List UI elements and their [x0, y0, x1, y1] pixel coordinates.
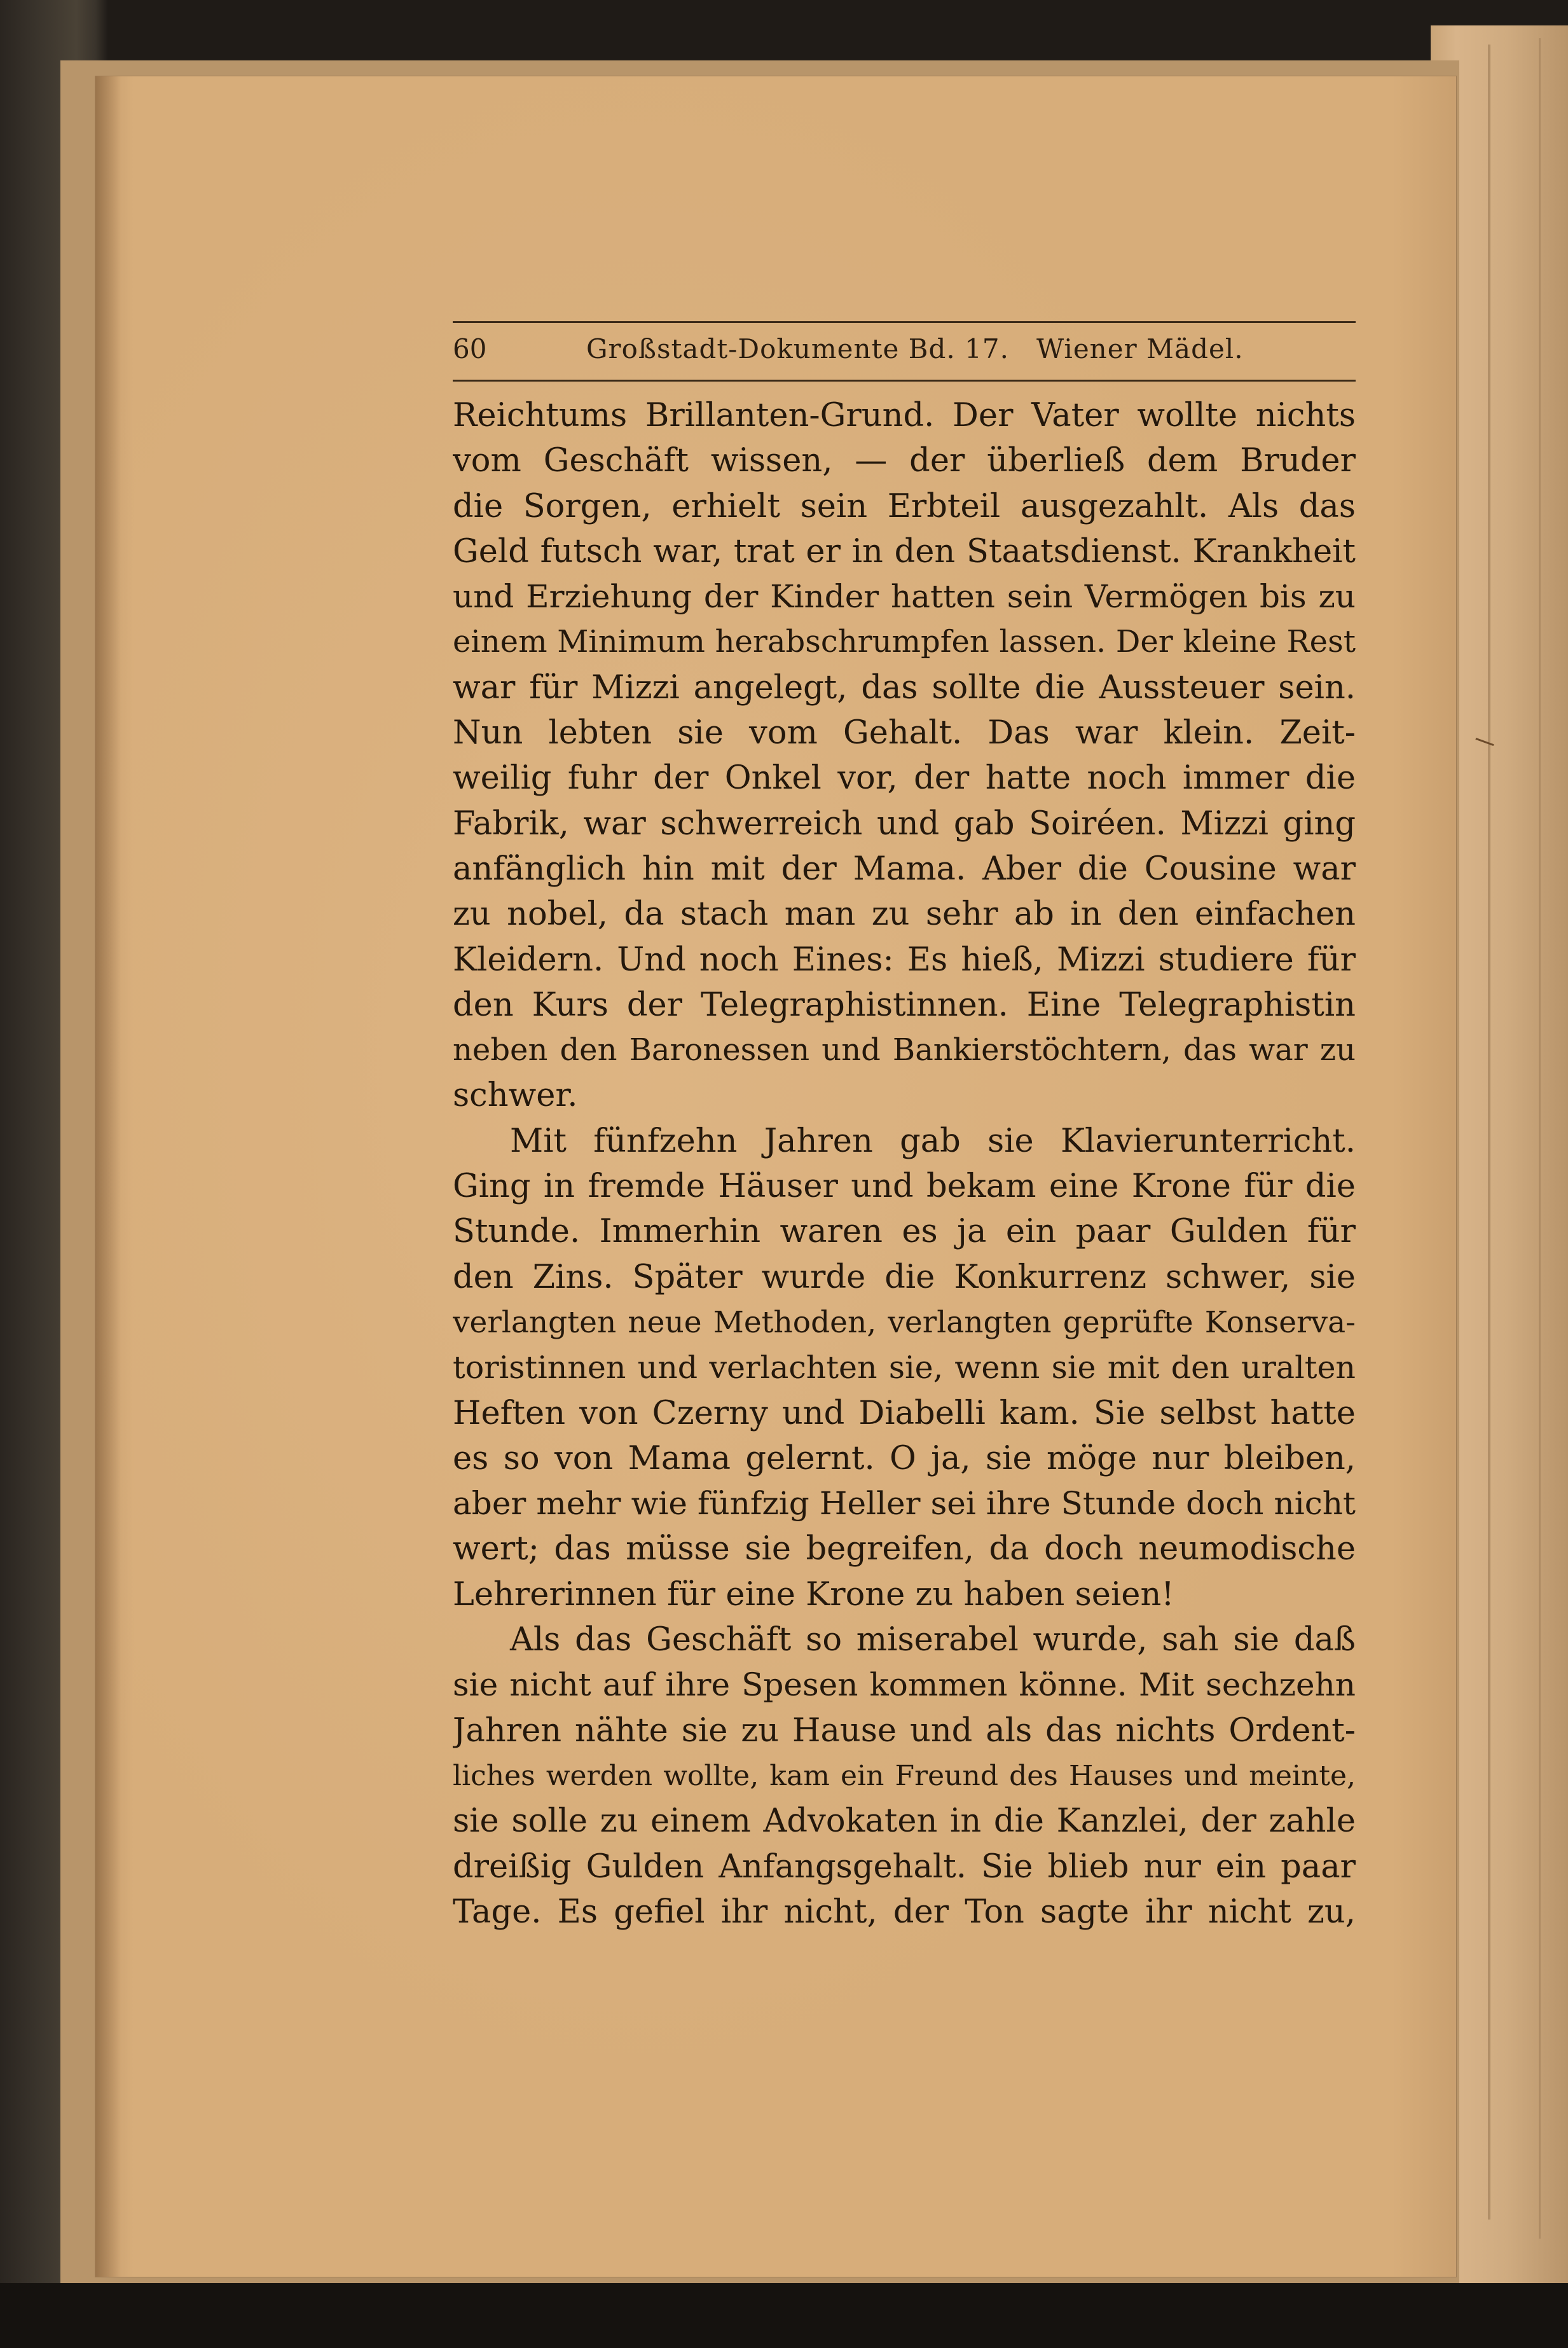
- text-line: zu nobel, da stach man zu sehr ab in den einfachen: [453, 895, 1356, 934]
- scanner-bottom-edge: [0, 2283, 1568, 2348]
- text-line: den Zins. Später wurde die Konkurrenz schwer, sie: [453, 1258, 1356, 1296]
- running-header: [453, 321, 1356, 382]
- running-header-title: Großstadt-Dokumente Bd. 17. Wiener Mädel.: [586, 333, 1244, 364]
- text-line: aber mehr wie fünfzig Heller sei ihre Stunde doch nicht: [453, 1485, 1356, 1523]
- text-line: wert; das müsse sie begreifen, da doch neumodische: [453, 1530, 1356, 1568]
- text-line: den Kurs der Telegraphistinnen. Eine Telegraphistin: [453, 986, 1356, 1024]
- text-line: Jahren nähte sie zu Hause und als das nichts Ordent-: [453, 1711, 1356, 1750]
- text-line: dreißig Gulden Anfangsgehalt. Sie blieb nur ein paar: [453, 1847, 1356, 1886]
- text-line: Stunde. Immerhin waren es ja ein paar Gulden für: [453, 1213, 1356, 1251]
- text-line: es so von Mama gelernt. O ja, sie möge nur bleiben,: [453, 1439, 1356, 1477]
- text-line: Als das Geschäft so miserabel wurde, sah sie daß: [510, 1621, 1356, 1659]
- page-number: 60: [453, 333, 487, 364]
- text-line: Mit fünfzehn Jahren gab sie Klavierunterricht.: [510, 1122, 1356, 1160]
- text-line: Heften von Czerny und Diabelli kam. Sie selbst hatte: [453, 1394, 1356, 1432]
- page-edge-line: [1488, 45, 1490, 2220]
- text-line: die Sorgen, erhielt sein Erbteil ausgezahlt. Als das: [453, 487, 1356, 525]
- text-line: vom Geschäft wissen, — der überließ dem Bruder: [453, 442, 1356, 480]
- text-line: sie nicht auf ihre Spesen kommen könne. Mit sechzehn: [453, 1666, 1356, 1704]
- text-line: Ging in fremde Häuser und bekam eine Krone für die: [453, 1168, 1356, 1206]
- text-line: verlangten neue Methoden, verlangten geprüfte Konserva-: [453, 1304, 1356, 1340]
- text-line: weilig fuhr der Onkel vor, der hatte noch immer die: [453, 759, 1356, 798]
- text-line: Tage. Es gefiel ihr nicht, der Ton sagte ihr nicht zu,: [453, 1893, 1356, 1931]
- text-line: Fabrik, war schwerreich und gab Soiréen. Mizzi ging: [453, 805, 1356, 843]
- text-line: anfänglich hin mit der Mama. Aber die Cousine war: [453, 850, 1356, 888]
- gutter-shadow: [95, 76, 121, 2277]
- text-line: Reichtums Brillanten-Grund. Der Vater wollte nichts: [453, 397, 1356, 434]
- text-line: Kleidern. Und noch Eines: Es hieß, Mizzi studiere für: [453, 941, 1356, 979]
- text-line: sie solle zu einem Advokaten in die Kanzlei, der zahle: [453, 1802, 1356, 1840]
- text-line: Lehrerinnen für eine Krone zu haben seien!: [453, 1575, 1174, 1613]
- text-line: neben den Baronessen und Bankierstöchtern, das war zu: [453, 1032, 1356, 1068]
- text-line: Geld futsch war, trat er in den Staatsdienst. Krankheit: [453, 532, 1356, 570]
- text-line: einem Minimum herabschrumpfen lassen. Der kleine Rest: [453, 624, 1356, 660]
- text-line: schwer.: [453, 1077, 578, 1115]
- text-line: Nun lebten sie vom Gehalt. Das war klein. Zeit-: [453, 714, 1356, 752]
- text-line: toristinnen und verlachten sie, wenn sie mit den uralten: [453, 1350, 1356, 1386]
- page-edge-line: [1539, 38, 1541, 2239]
- body-text: [453, 393, 1356, 1935]
- text-line: und Erziehung der Kinder hatten sein Vermögen bis zu: [453, 578, 1356, 616]
- text-line: liches werden wollte, kam ein Freund des Hauses und meinte,: [453, 1759, 1356, 1792]
- text-line: war für Mizzi angelegt, das sollte die Aussteuer sein.: [453, 668, 1356, 707]
